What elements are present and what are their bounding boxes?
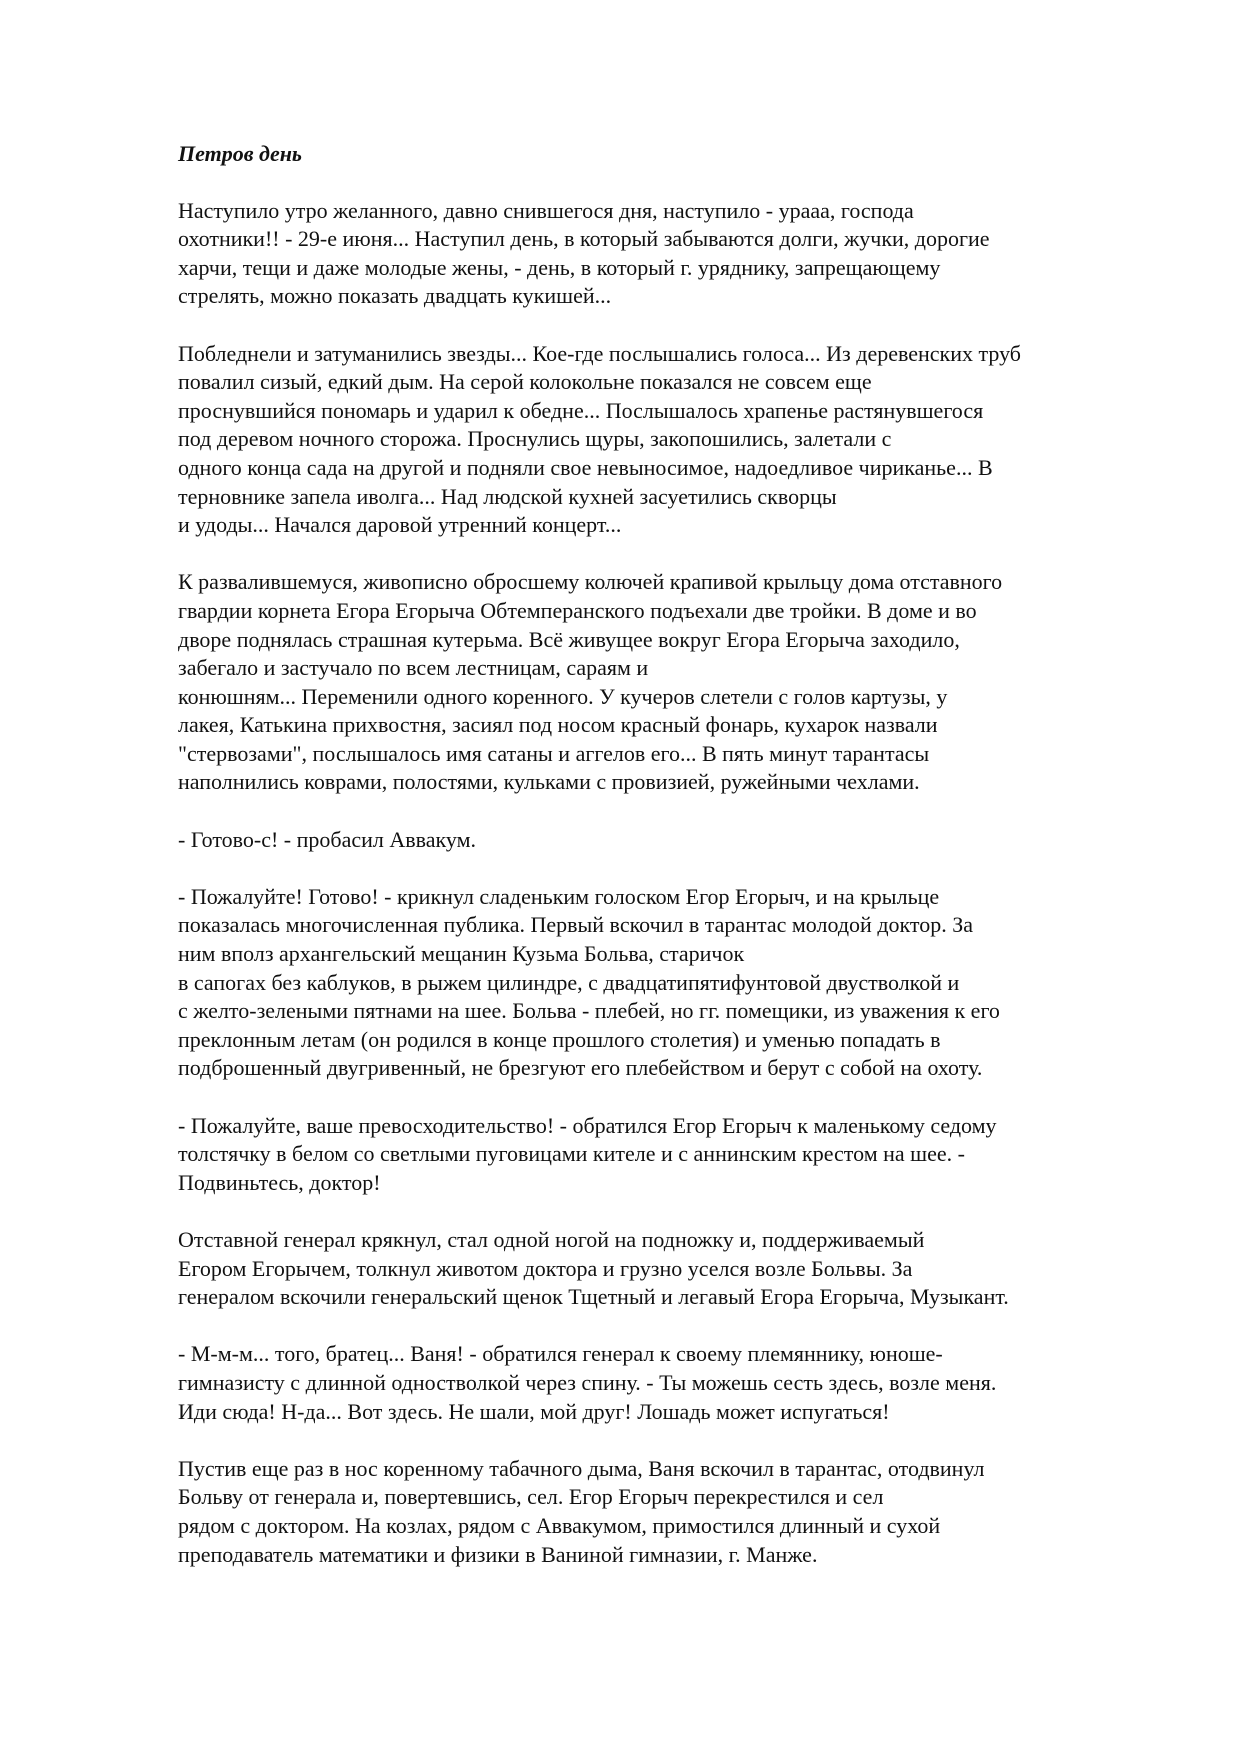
- text-line: Побледнели и затуманились звезды... Кое-где послышались голоса... Из деревенских труб: [178, 340, 1021, 366]
- paragraph: [178, 1455, 1178, 1569]
- paragraph: [178, 1112, 1178, 1198]
- paragraph: [178, 1340, 1178, 1426]
- paragraph: [178, 1226, 1178, 1312]
- text-line: Егором Егорычем, толкнул животом доктора и грузно уселся возле Больвы. За: [178, 1255, 913, 1281]
- document-body: [178, 140, 1178, 1598]
- text-line: конюшням... Переменили одного коренного. У кучеров слетели с голов картузы, у: [178, 683, 948, 709]
- text-line: терновнике запела иволга... Над людской кухней засуетились скворцы: [178, 483, 837, 509]
- paragraph: [178, 197, 1178, 311]
- text-line: - Готово-с! - пробасил Аввакум.: [178, 826, 477, 852]
- paragraph-list: [178, 197, 1178, 1570]
- text-line: рядом с доктором. На козлах, рядом с Аввакумом, примостился длинный и сухой: [178, 1512, 941, 1538]
- text-line: наполнились коврами, полостями, кульками с провизией, ружейными чехлами.: [178, 769, 920, 795]
- paragraph: [178, 883, 1178, 1083]
- text-line: показалась многочисленная публика. Первый вскочил в тарантас молодой доктор. За: [178, 912, 974, 938]
- document-title: Петров день: [178, 141, 302, 166]
- text-line: харчи, тещи и даже молодые жены, - день, в который г. уряднику, запрещающему: [178, 254, 941, 280]
- text-line: К развалившемуся, живописно обросшему колючей крапивой крыльцу дома отставного: [178, 569, 1003, 595]
- text-line: - М-м-м... того, братец... Ваня! - обратился генерал к своему племяннику, юноше-: [178, 1341, 943, 1367]
- paragraph: [178, 340, 1178, 540]
- text-line: забегало и застучало по всем лестницам, сараям и: [178, 655, 649, 681]
- text-line: Пустив еще раз в нос коренному табачного дыма, Ваня вскочил в тарантас, отодвинул: [178, 1455, 985, 1481]
- text-line: толстячку в белом со светлыми пуговицами кителе и с аннинским крестом на шее. -: [178, 1141, 965, 1167]
- text-line: под деревом ночного сторожа. Проснулись щуры, закопошились, залетали с: [178, 426, 892, 452]
- text-line: повалил сизый, едкий дым. На серой колокольне показался не совсем еще: [178, 369, 872, 395]
- text-line: проснувшийся пономарь и ударил к обедне... Послышалось храпенье растянувшегося: [178, 397, 984, 423]
- text-line: "стервозами", послышалось имя сатаны и аггелов его... В пять минут тарантасы: [178, 740, 930, 766]
- paragraph: [178, 826, 1178, 855]
- text-line: - Пожалуйте, ваше превосходительство! - обратился Егор Егорыч к маленькому седому: [178, 1112, 997, 1138]
- text-line: преподаватель математики и физики в Ваниной гимназии, г. Манже.: [178, 1541, 818, 1567]
- text-line: гимназисту с длинной одностволкой через спину. - Ты можешь сесть здесь, возле меня.: [178, 1369, 997, 1395]
- text-line: гвардии корнета Егора Егорыча Обтемперанского подъехали две тройки. В доме и во: [178, 597, 977, 623]
- text-line: с желто-зелеными пятнами на шее. Больва - плебей, но гг. помещики, из уважения к его: [178, 998, 1000, 1024]
- text-line: ним вполз архангельский мещанин Кузьма Больва, старичок: [178, 941, 745, 967]
- text-line: лакея, Катькина прихвостня, засиял под носом красный фонарь, кухарок назвали: [178, 712, 938, 738]
- text-line: преклонным летам (он родился в конце прошлого столетия) и уменью попадать в: [178, 1026, 941, 1052]
- text-line: Больву от генерала и, повертевшись, сел. Егор Егорыч перекрестился и сел: [178, 1484, 884, 1510]
- text-line: охотники!! - 29-е июня... Наступил день, в который забываются долги, жучки, дорогие: [178, 226, 990, 252]
- text-line: Отставной генерал крякнул, стал одной ногой на подножку и, поддерживаемый: [178, 1226, 925, 1252]
- text-line: подброшенный двугривенный, не брезгуют его плебейством и берут с собой на охоту.: [178, 1055, 983, 1081]
- text-line: - Пожалуйте! Готово! - крикнул сладеньким голоском Егор Егорыч, и на крыльце: [178, 883, 940, 909]
- text-line: в сапогах без каблуков, в рыжем цилиндре, с двадцатипятифунтовой двустволкой и: [178, 969, 960, 995]
- text-line: Наступило утро желанного, давно снившегося дня, наступило - урааа, господа: [178, 197, 914, 223]
- paragraph: [178, 568, 1178, 797]
- text-line: стрелять, можно показать двадцать кукишей...: [178, 283, 612, 309]
- text-line: дворе поднялась страшная кутерьма. Всё живущее вокруг Егора Егорыча заходило,: [178, 626, 960, 652]
- text-line: одного конца сада на другой и подняли свое невыносимое, надоедливое чириканье... В: [178, 454, 993, 480]
- text-line: Подвиньтесь, доктор!: [178, 1169, 381, 1195]
- text-line: и удоды... Начался даровой утренний концерт...: [178, 512, 622, 538]
- text-line: Иди сюда! Н-да... Вот здесь. Не шали, мой друг! Лошадь может испугаться!: [178, 1398, 890, 1424]
- text-line: генералом вскочили генеральский щенок Тщетный и легавый Егора Егорыча, Музыкант.: [178, 1284, 1009, 1310]
